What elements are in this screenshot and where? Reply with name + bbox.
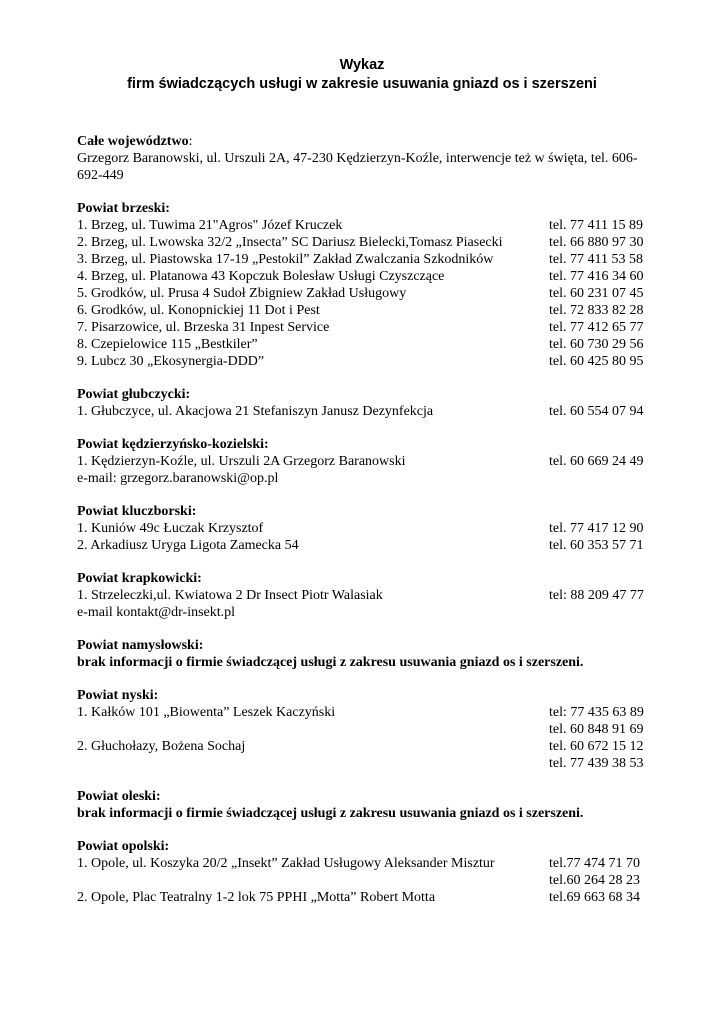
company-entry: 7. Pisarzowice, ul. Brzeska 31 Inpest Service xyxy=(77,320,330,335)
list-item xyxy=(77,587,657,604)
section-heading: Powiat głubczycki: xyxy=(77,387,191,402)
phone-number: tel.60 264 28 23 xyxy=(549,873,640,888)
list-item xyxy=(77,520,657,537)
company-entry: 1. Strzeleczki,ul. Kwiatowa 2 Dr Insect Piotr Walasiak xyxy=(77,588,383,603)
company-entry: 2. Opole, Plac Teatralny 1-2 lok 75 PPHI „Motta” Robert Motta xyxy=(77,890,436,905)
list-item xyxy=(77,704,657,721)
phone-number: tel. 66 880 97 30 xyxy=(549,235,644,250)
company-entry: 1. Kędzierzyn-Koźle, ul. Urszuli 2A Grzegorz Baranowski xyxy=(77,454,406,469)
company-entry: 1. Kuniów 49c Łuczak Krzysztof xyxy=(77,521,264,536)
list-item xyxy=(77,721,657,738)
list-item xyxy=(77,889,657,906)
phone-number: tel. 77 411 53 58 xyxy=(549,252,643,267)
section-opolski xyxy=(77,838,657,906)
phone-number: tel.77 474 71 70 xyxy=(549,856,640,871)
section-glubczycki xyxy=(77,386,657,420)
phone-number: tel. 77 416 34 60 xyxy=(549,269,644,284)
list-item xyxy=(77,319,657,336)
section-heading: Powiat kędzierzyńsko-kozielski: xyxy=(77,437,269,452)
company-entry: 1. Kałków 101 „Biowenta” Leszek Kaczyński xyxy=(77,705,336,720)
phone-number: tel. 77 411 15 89 xyxy=(549,218,643,233)
company-entry: 2. Głuchołazy, Bożena Sochaj xyxy=(77,739,246,754)
phone-number: tel. 60 669 24 49 xyxy=(549,454,644,469)
list-item xyxy=(77,403,657,420)
list-item xyxy=(77,217,657,234)
phone-number: tel. 60 353 57 71 xyxy=(549,538,644,553)
list-item xyxy=(77,453,657,470)
section-heading: Powiat krapkowicki: xyxy=(77,571,202,586)
company-entry: 6. Grodków, ul. Konopnickiej 11 Dot i Pest xyxy=(77,303,320,318)
section-heading: Powiat namysłowski: xyxy=(77,638,204,653)
document-title xyxy=(0,56,724,93)
list-item xyxy=(77,251,657,268)
no-info-note: brak informacji o firmie świadczącej usługi z zakresu usuwania gniazd os i szerszeni. xyxy=(77,655,584,670)
company-entry: 1. Głubczyce, ul. Akacjowa 21 Stefaniszyn Janusz Dezynfekcja xyxy=(77,404,434,419)
section-heading: Powiat kluczborski: xyxy=(77,504,197,519)
company-entry: 8. Czepielowice 115 „Bestkiler” xyxy=(77,337,258,352)
email-address: e-mail kontakt@dr-insekt.pl xyxy=(77,605,236,620)
company-entry: 1. Opole, ul. Koszyka 20/2 „Insekt” Zakład Usługowy Aleksander Misztur xyxy=(77,856,495,871)
phone-number: tel. 77 412 65 77 xyxy=(549,320,644,335)
list-item xyxy=(77,537,657,554)
list-item xyxy=(77,285,657,302)
phone-number: tel. 60 425 80 95 xyxy=(549,354,644,369)
phone-number: tel. 60 672 15 12 xyxy=(549,739,644,754)
phone-number: tel. 60 730 29 56 xyxy=(549,337,644,352)
list-item xyxy=(77,738,657,755)
section-oleski xyxy=(77,788,657,822)
company-entry: 4. Brzeg, ul. Platanowa 43 Kopczuk Bolesław Usługi Czyszczące xyxy=(77,269,445,284)
intro-heading: Całe województwo xyxy=(77,134,189,149)
intro-text: Grzegorz Baranowski, ul. Urszuli 2A, 47-230 Kędzierzyn-Koźle, interwencje też w święta, tel. 606-692-449 xyxy=(77,151,638,183)
section-heading: Powiat oleski: xyxy=(77,789,161,804)
no-info-note: brak informacji o firmie świadczącej usługi z zakresu usuwania gniazd os i szerszeni. xyxy=(77,806,584,821)
section-kedzierzynsko-kozielski xyxy=(77,436,657,487)
phone-number: tel. 77 417 12 90 xyxy=(549,521,644,536)
list-item xyxy=(77,855,657,872)
list-item xyxy=(77,755,657,772)
section-krapkowicki xyxy=(77,570,657,621)
list-item xyxy=(77,353,657,370)
company-entry: 5. Grodków, ul. Prusa 4 Sudoł Zbigniew Zakład Usługowy xyxy=(77,286,407,301)
phone-number: tel. 60 231 07 45 xyxy=(549,286,644,301)
company-entry: 2. Brzeg, ul. Lwowska 32/2 „Insecta” SC Dariusz Bielecki,Tomasz Piasecki xyxy=(77,235,503,250)
phone-number: tel. 77 439 38 53 xyxy=(549,756,644,771)
section-namyslowski xyxy=(77,637,657,671)
title-line-2: firm świadczących usługi w zakresie usuwania gniazd os i szerszeni xyxy=(127,76,597,92)
list-item xyxy=(77,302,657,319)
phone-number: tel. 72 833 82 28 xyxy=(549,303,644,318)
list-item xyxy=(77,872,657,889)
document-body xyxy=(77,56,657,906)
company-entry: 1. Brzeg, ul. Tuwima 21"Agros" Józef Kruczek xyxy=(77,218,343,233)
intro-colon: : xyxy=(188,134,193,149)
company-entry: 2. Arkadiusz Uryga Ligota Zamecka 54 xyxy=(77,538,299,553)
section-heading: Powiat brzeski: xyxy=(77,201,170,216)
section-brzeski xyxy=(77,200,657,370)
list-item xyxy=(77,234,657,251)
email-address: e-mail: grzegorz.baranowski@op.pl xyxy=(77,471,279,486)
company-entry: 3. Brzeg, ul. Piastowska 17-19 „Pestokil” Zakład Zwalczania Szkodników xyxy=(77,252,494,267)
list-item xyxy=(77,268,657,285)
section-kluczborski xyxy=(77,503,657,554)
phone-number: tel. 60 848 91 69 xyxy=(549,722,644,737)
title-line-1: Wykaz xyxy=(339,57,385,73)
section-heading: Powiat opolski: xyxy=(77,839,170,854)
phone-number: tel.69 663 68 34 xyxy=(549,890,640,905)
section-heading: Powiat nyski: xyxy=(77,688,159,703)
company-entry: 9. Lubcz 30 „Ekosynergia-DDD” xyxy=(77,354,265,369)
intro-section xyxy=(77,133,657,184)
phone-number: tel: 77 435 63 89 xyxy=(549,705,644,720)
list-item xyxy=(77,336,657,353)
phone-number: tel: 88 209 47 77 xyxy=(549,588,644,603)
section-nyski xyxy=(77,687,657,772)
phone-number: tel. 60 554 07 94 xyxy=(549,404,644,419)
